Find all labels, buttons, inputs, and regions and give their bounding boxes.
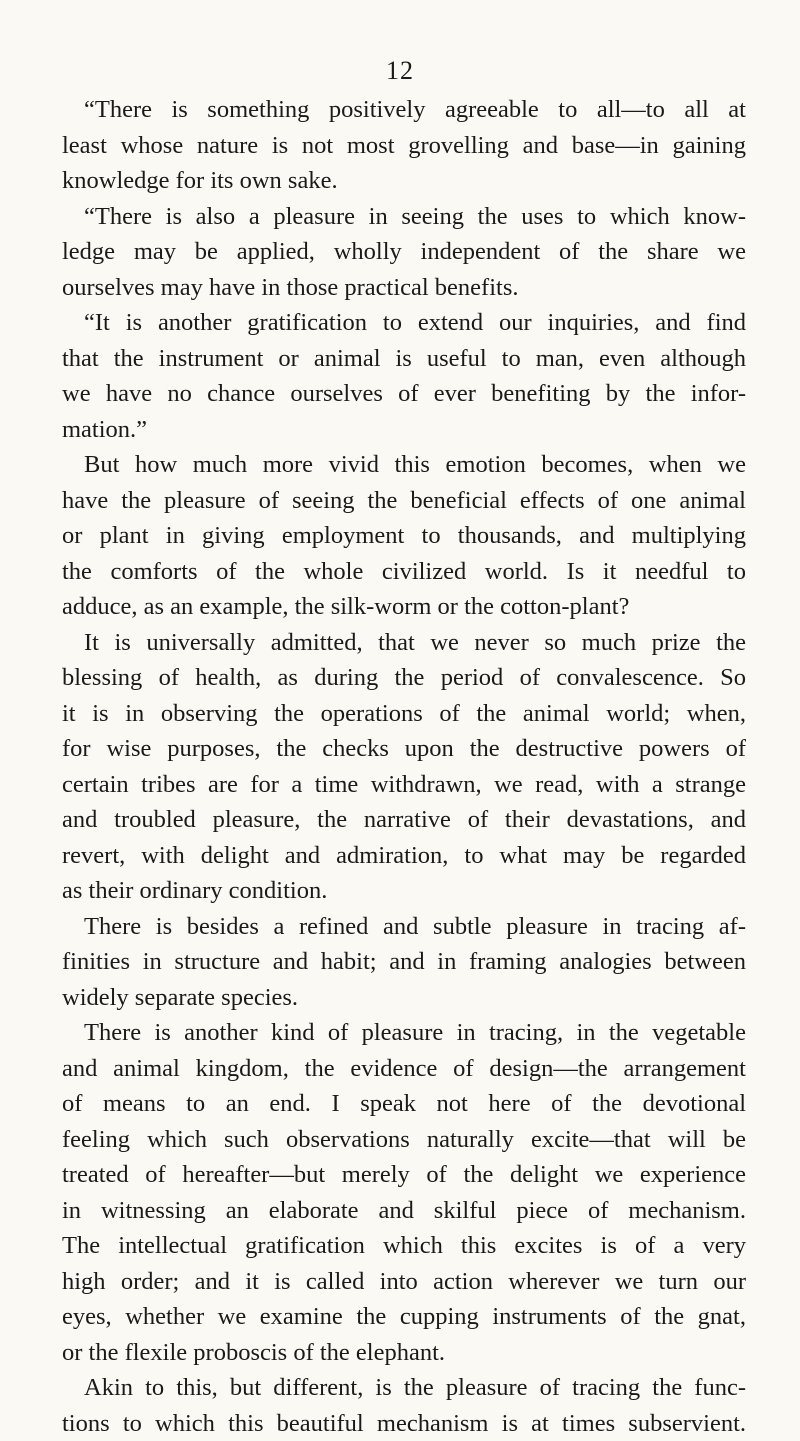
text-line: “It is another gratification to extend our inquiries, and find bbox=[62, 305, 746, 341]
text-line: and animal kingdom, the evidence of design—the arrangement bbox=[62, 1051, 746, 1087]
page-number: 12 bbox=[0, 56, 800, 86]
text-line: treated of hereafter—but merely of the delight we experience bbox=[62, 1157, 746, 1193]
text-line: ledge may be applied, wholly independent of the share we bbox=[62, 234, 746, 270]
text-line: least whose nature is not most grovelling and base—in gaining bbox=[62, 128, 746, 164]
text-line: tions to which this beautiful mechanism is at times subservient. bbox=[62, 1406, 746, 1441]
text-line: There is another kind of pleasure in tracing, in the vegetable bbox=[62, 1015, 746, 1051]
text-line: in witnessing an elaborate and skilful piece of mechanism. bbox=[62, 1193, 746, 1229]
text-line: feeling which such observations naturally excite—that will be bbox=[62, 1122, 746, 1158]
text-line: But how much more vivid this emotion becomes, when we bbox=[62, 447, 746, 483]
text-line: knowledge for its own sake. bbox=[62, 163, 746, 199]
text-line: or the flexile proboscis of the elephant. bbox=[62, 1335, 746, 1371]
body-text bbox=[62, 92, 746, 1441]
text-line: “There is something positively agreeable to all—to all at bbox=[62, 92, 746, 128]
text-line: adduce, as an example, the silk-worm or the cotton-plant? bbox=[62, 589, 746, 625]
text-line: it is in observing the operations of the animal world; when, bbox=[62, 696, 746, 732]
text-line: and troubled pleasure, the narrative of their devastations, and bbox=[62, 802, 746, 838]
text-line: certain tribes are for a time withdrawn, we read, with a strange bbox=[62, 767, 746, 803]
text-line: that the instrument or animal is useful to man, even although bbox=[62, 341, 746, 377]
text-line: Akin to this, but different, is the pleasure of tracing the func- bbox=[62, 1370, 746, 1406]
text-line: It is universally admitted, that we never so much prize the bbox=[62, 625, 746, 661]
text-line: as their ordinary condition. bbox=[62, 873, 746, 909]
text-line: “There is also a pleasure in seeing the uses to which know- bbox=[62, 199, 746, 235]
text-line: revert, with delight and admiration, to what may be regarded bbox=[62, 838, 746, 874]
text-line: or plant in giving employment to thousands, and multiplying bbox=[62, 518, 746, 554]
text-line: ourselves may have in those practical benefits. bbox=[62, 270, 746, 306]
text-line: high order; and it is called into action wherever we turn our bbox=[62, 1264, 746, 1300]
text-line: we have no chance ourselves of ever benefiting by the infor- bbox=[62, 376, 746, 412]
text-line: eyes, whether we examine the cupping instruments of the gnat, bbox=[62, 1299, 746, 1335]
text-line: There is besides a refined and subtle pleasure in tracing af- bbox=[62, 909, 746, 945]
text-line: widely separate species. bbox=[62, 980, 746, 1016]
text-line: of means to an end. I speak not here of the devotional bbox=[62, 1086, 746, 1122]
text-line: finities in structure and habit; and in framing analogies between bbox=[62, 944, 746, 980]
text-line: The intellectual gratification which this excites is of a very bbox=[62, 1228, 746, 1264]
text-line: the comforts of the whole civilized world. Is it needful to bbox=[62, 554, 746, 590]
text-line: have the pleasure of seeing the beneficial effects of one animal bbox=[62, 483, 746, 519]
text-line: for wise purposes, the checks upon the destructive powers of bbox=[62, 731, 746, 767]
text-line: blessing of health, as during the period of convalescence. So bbox=[62, 660, 746, 696]
text-line: mation.” bbox=[62, 412, 746, 448]
